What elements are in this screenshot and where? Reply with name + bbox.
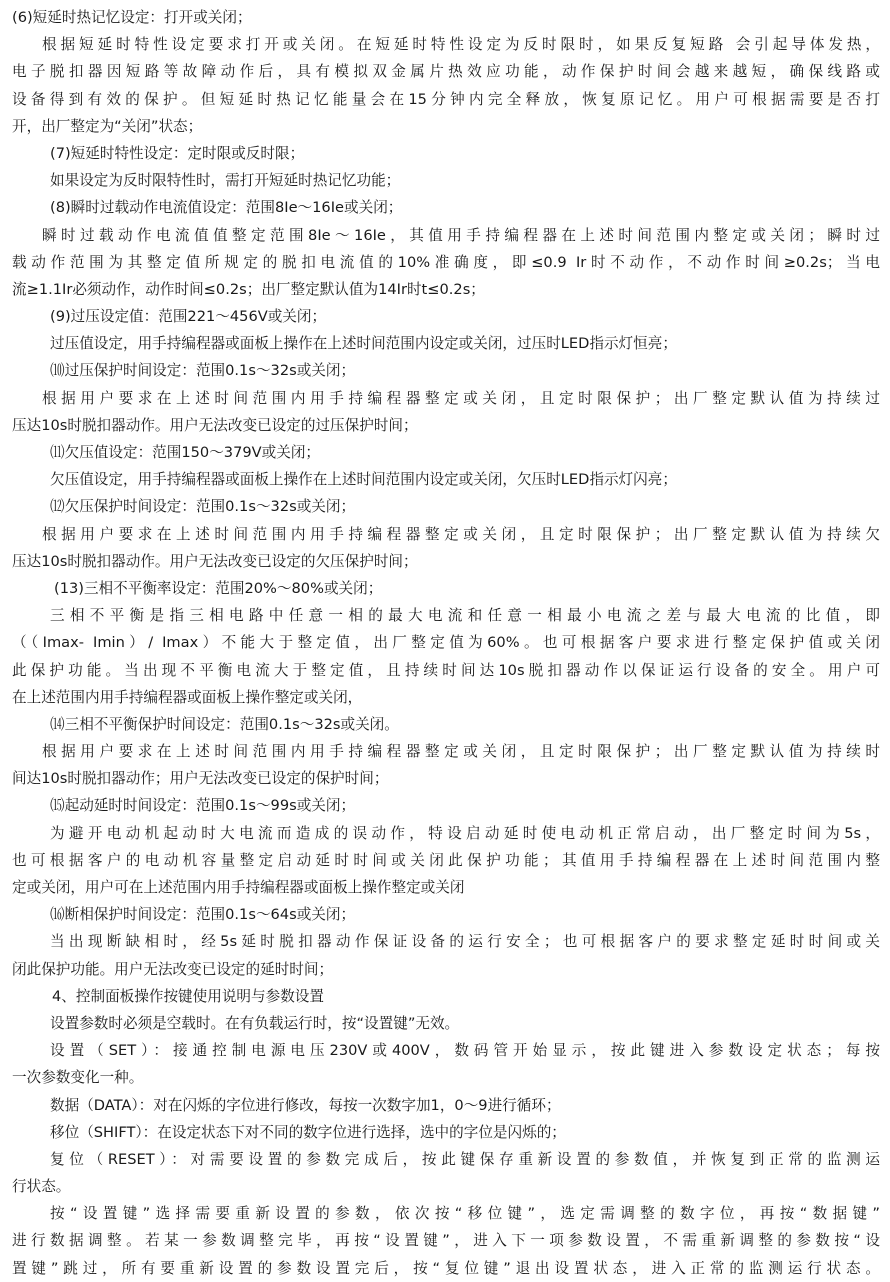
paragraph-line: 闭此保护功能。用户无法改变已设定的延时时间；: [12, 960, 334, 978]
paragraph-line: 过压值设定，用手持编程器或面板上操作在上述时间范围内设定或关闭，过压时LED指示灯恒亮；: [50, 335, 677, 353]
paragraph-line: 根据用户要求在上述时间范围内用手持编程器整定或关闭，且定时限保护；出厂整定默认值为持续过: [42, 389, 880, 407]
paragraph-line: 欠压值设定，用手持编程器或面板上操作在上述时间范围内设定或关闭，欠压时LED指示灯闪亮；: [50, 471, 677, 489]
paragraph-line: 流≥1.1Ir必须动作，动作时间≤0.2s；出厂整定默认值为14Ir时t≤0.2s；: [12, 280, 485, 298]
paragraph-line: 数据（DATA）：对在闪烁的字位进行修改，每按一次数字加1，0～9进行循环；: [50, 1096, 561, 1114]
paragraph-line: 置键”跳过，所有要重新设置的参数设置完后，按“复位键”退出设置状态，进入正常的监测运行状态。: [12, 1259, 880, 1277]
item-11-heading: ⑾欠压值设定：范围150～379V或关闭；: [50, 444, 321, 461]
paragraph-line: 压达10s时脱扣器动作。用户无法改变已设定的欠压保护时间；: [12, 552, 418, 570]
item-13-heading: (13)三相不平衡率设定：范围20%～80%或关闭；: [54, 579, 383, 597]
item-6-heading: (6)短延时热记忆设定：打开或关闭；: [12, 9, 252, 26]
paragraph-line: 当出现断缺相时，经5s延时脱扣器动作保证设备的运行安全；也可根据客户的要求整定延时时间或关: [50, 933, 880, 951]
paragraph-line: 三相不平衡是指三相电路中任意一相的最大电流和任意一相最小电流之差与最大电流的比值，即: [50, 607, 880, 625]
paragraph-line: 设备得到有效的保护。但短延时热记忆能量会在15分钟内完全释放，恢复原记忆。用户可根据需要是否打: [12, 90, 880, 108]
paragraph-line: 设置（SET）：接通控制电源电压230V或400V，数码管开始显示，按此键进入参数设定状态；每按: [50, 1042, 880, 1060]
paragraph-line: 瞬时过载动作电流值值整定范围8Ie～16Ie，其值用手持编程器在上述时间范围内整定或关闭；瞬时过: [42, 226, 880, 244]
paragraph-line: 电子脱扣器因短路等故障动作后，具有模拟双金属片热效应功能，动作保护时间会越来越短，确保线路或: [12, 63, 880, 81]
paragraph-line: 根据用户要求在上述时间范围内用手持编程器整定或关闭，且定时限保护；出厂整定默认值为持续时: [42, 743, 880, 761]
paragraph-line: （（Imax- Imin）/ Imax）不能大于整定值，出厂整定值为60%。也可根据客户要求进行整定保护值或关闭: [12, 634, 880, 652]
paragraph-line: 根据短延时特性设定要求打开或关闭。在短延时特性设定为反时限时，如果反复短路 会引起导体发热，: [42, 36, 880, 54]
paragraph-line: 在上述范围内用手持编程器或面板上操作整定或关闭，: [12, 688, 363, 706]
item-12-heading: ⑿欠压保护时间设定：范围0.1s～32s或关闭；: [50, 498, 356, 516]
paragraph-line: 移位（SHIFT）：在设定状态下对不同的数字位进行选择，选中的字位是闪烁的；: [50, 1123, 566, 1141]
paragraph-line: 压达10s时脱扣器动作。用户无法改变已设定的过压保护时间；: [12, 416, 418, 434]
paragraph-line: 行状态。: [12, 1178, 71, 1196]
paragraph-line: 按“设置键”选择需要重新设置的参数，依次按“移位键”，选定需调整的数字位，再按“数据键”: [50, 1205, 880, 1223]
paragraph-line: 复位（RESET）：对需要设置的参数完成后，按此键保存重新设置的参数值，并恢复到正常的监测运: [50, 1150, 880, 1168]
paragraph-line: 定或关闭，用户可在上述范围内用手持编程器或面板上操作整定或关闭: [12, 879, 465, 896]
paragraph-line: 为避开电动机起动时大电流而造成的误动作，特设启动延时使电动机正常启动，出厂整定时间为5s，: [50, 824, 880, 842]
item-8-heading: (8)瞬时过载动作电流值设定：范围8Ie～16Ie或关闭；: [50, 199, 403, 217]
item-15-heading: ⒂起动延时时间设定：范围0.1s～99s或关闭；: [50, 797, 356, 815]
item-14-heading: ⒁三相不平衡保护时间设定：范围0.1s～32s或关闭。: [50, 715, 399, 733]
item-9-heading: (9)过压设定值：范围221～456V或关闭；: [50, 308, 327, 326]
item-7-heading: (7)短延时特性设定：定时限或反时限；: [50, 144, 305, 162]
paragraph-line: 进行数据调整。若某一参数调整完毕，再按“设置键”，进入下一项参数设置，不需重新调整的参数按“设: [12, 1232, 880, 1250]
paragraph-line: 也可根据客户的电动机容量整定启动延时时间或关闭此保护功能；其值用手持编程器在上述时间范围内整: [12, 851, 880, 869]
paragraph-line: 载动作范围为其整定值所规定的脱扣电流值的10%准确度，即≤0.9 Ir时不动作，不动作时间≥0.2s；当电: [12, 253, 880, 271]
paragraph-line: 一次参数变化一种。: [12, 1069, 144, 1087]
paragraph-line: 开，出厂整定为“关闭”状态；: [12, 117, 203, 135]
paragraph-line: 设置参数时必须是空载时。在有负载运行时，按“设置键”无效。: [50, 1014, 460, 1032]
paragraph-line: 根据用户要求在上述时间范围内用手持编程器整定或关闭，且定时限保护；出厂整定默认值为持续欠: [42, 525, 880, 543]
paragraph-line: 此保护功能。当出现不平衡电流大于整定值，且持续时间达10s脱扣器动作以保证运行设备的安全。用户可: [12, 661, 880, 679]
section-4-heading: 4、控制面板操作按键使用说明与参数设置: [52, 987, 324, 1005]
item-16-heading: ⒃断相保护时间设定：范围0.1s～64s或关闭；: [50, 906, 356, 924]
paragraph-line: 如果设定为反时限特性时，需打开短延时热记忆功能；: [50, 172, 401, 190]
item-10-heading: ⑽过压保护时间设定：范围0.1s～32s或关闭；: [50, 362, 356, 380]
paragraph-line: 间达10s时脱扣器动作；用户无法改变已设定的保护时间；: [12, 770, 389, 788]
